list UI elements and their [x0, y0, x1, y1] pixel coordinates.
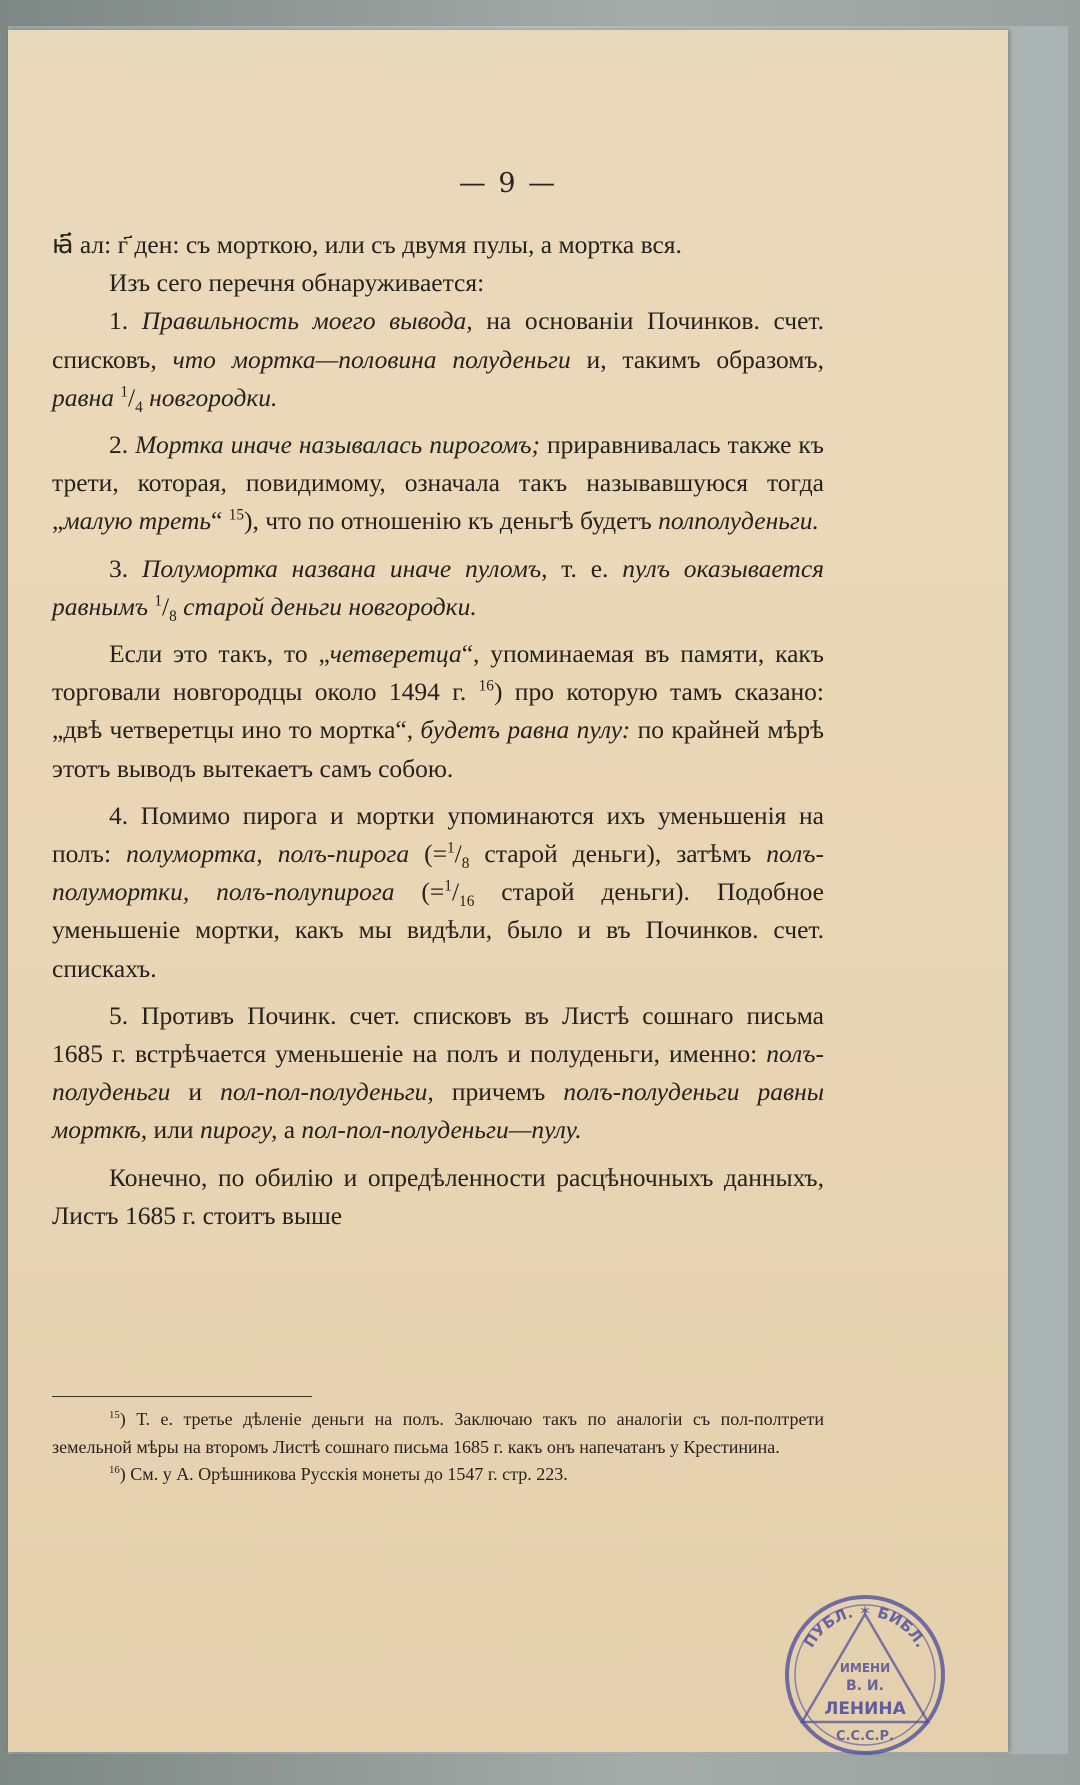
paragraph-point-4: 4. Помимо пирога и мортки упоминаются ихъ уменьшенія на полъ: полумортка, полъ-пирога ($=^1/_8$ старой деньги), затѣмъ полъ-полумортки, полъ-полупирога ($=^1/_{16}$ старой деньги). Подобное уменьшеніе мортки, какъ мы видѣли, было и въ Починков. счет. спискахъ.: [52, 800, 824, 983]
stamp-line-2: В. И.: [846, 1678, 884, 1694]
footnote-15: $^{15}$) Т. е. третье дѣленіе деньги на полъ. Заключаю такъ по аналогіи съ пол-полтрети земельной мѣры на второмъ Листѣ сошнаго письма 1685 г. какъ онъ напечатанъ у Крестинина.: [52, 1409, 824, 1457]
footnote-ref-16: 16: [478, 677, 494, 695]
book-page: [8, 30, 1008, 1752]
stamp-line-3: ЛЕНИНА: [824, 1699, 906, 1719]
body-text: [52, 226, 824, 1235]
paragraph-point-3: 3. Полумортка названа иначе пуломъ, т. е. пулъ оказывается равнымъ $^1/_8$ старой деньги новгородки.: [52, 553, 824, 625]
footnote-16: $^{16}$) См. у А. Орѣшникова Русскія монеты до 1547 г. стр. 223.: [109, 1464, 568, 1484]
stamp-bottom-text: С.С.С.Р.: [836, 1729, 894, 1744]
paragraph-point-1: 1. Правильность моего вывода, на основаніи Починков. счет. списковъ, что мортка—половина полуденьги и, такимъ образомъ, равна $^1/_4$ новгородки.: [52, 306, 824, 416]
page-number: — 9 —: [458, 168, 558, 199]
footnotes: [52, 1406, 824, 1489]
paragraph-point-5: 5. Противъ Починк. счет. списковъ въ Листѣ сошнаго письма 1685 г. встрѣчается уменьшеніе на полъ и полуденьги, именно: полъ-полуденьги и пол-пол-полуденьги, причемъ полъ-полуденьги равны морткѣ, или пирогу, а пол-пол-полуденьги—пулу.: [52, 1000, 824, 1145]
footnote-ref-15: 15: [228, 506, 244, 524]
paragraph-chetveretsa: Если это такъ, то „четверетца“, упоминаемая въ памяти, какъ торговали новгородцы около 1494 г. $^{16}$) про которую тамъ сказано: „двѣ четверетцы ино то мортка“, будетъ равна пулу: по крайней мѣрѣ этотъ выводъ вытекаетъ самъ собою.: [52, 639, 824, 783]
footnote-divider: [52, 1396, 312, 1397]
paragraph-continuation: ꙗ҃ ал: г҃ ден: съ морткою, или съ двумя пулы, а мортка вся.: [52, 230, 682, 259]
library-stamp: [780, 1590, 950, 1760]
paragraph-conclusion: Конечно, по обилію и опредѣленности расцѣночныхъ данныхъ, Листъ 1685 г. стоитъ выше: [52, 1162, 824, 1230]
paragraph-point-2: 2. Мортка иначе называлась пирогомъ; приравнивалась также къ трети, которая, повидимому, означала такъ называвшуюся тогда „малую треть“ $^{15}$), что по отношенію къ деньгѣ будетъ полполуденьги.: [52, 430, 824, 536]
stamp-top-arc-text: ПУБЛ. ✶ БИБЛ.: [800, 1602, 931, 1651]
stamp-line-1: ИМЕНИ: [839, 1661, 891, 1675]
paragraph-intro: Изъ сего перечня обнаруживается:: [109, 268, 485, 298]
